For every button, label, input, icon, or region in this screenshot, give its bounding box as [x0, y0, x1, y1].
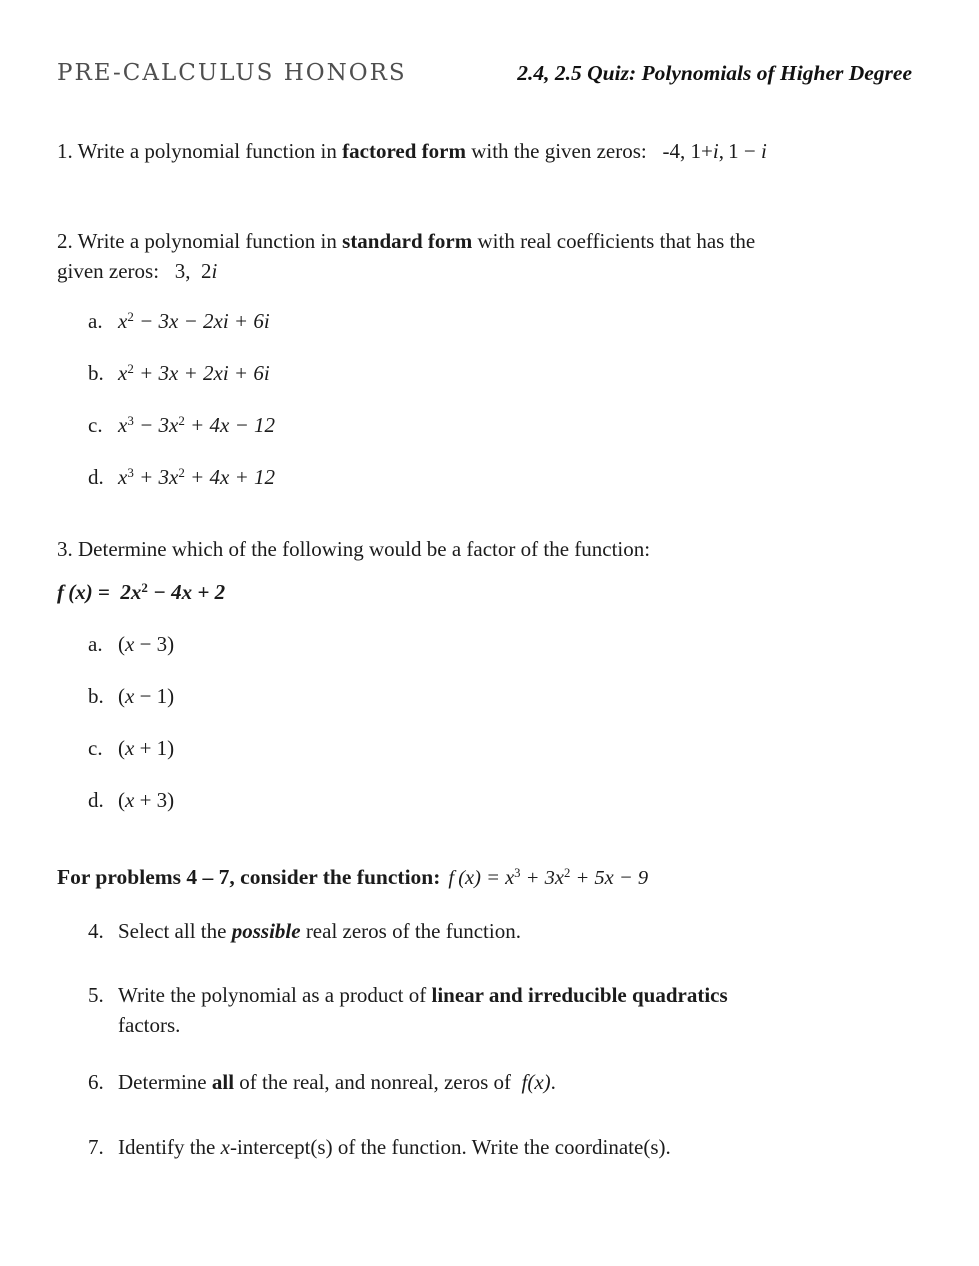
option-label: d.	[88, 465, 104, 489]
question-6-bold: all	[211, 1070, 235, 1094]
question-5-number: 5.	[88, 983, 104, 1007]
option-expression: (x + 1)	[118, 736, 175, 760]
question-2-text: Write a polynomial function in	[72, 229, 343, 253]
question-1-zeros: -4, 1+i, 1 − i	[662, 139, 767, 163]
question-5-bold: linear and irreducible quadratics	[431, 983, 728, 1007]
question-6-fx: f(x)	[521, 1070, 551, 1094]
question-3-number: 3.	[57, 537, 73, 561]
question-2-bold: standard form	[342, 229, 473, 253]
course-name: PRE-CALCULUS HONORS	[57, 60, 407, 86]
question-2-line2	[57, 256, 912, 286]
question-7	[57, 1132, 912, 1162]
question-2-option-d	[57, 461, 912, 494]
question-3-option-c	[57, 732, 912, 765]
option-expression: $x^2 + 3x + 2xi + 6i$	[118, 360, 270, 385]
question-6-number: 6.	[88, 1070, 104, 1094]
option-label: d.	[88, 788, 104, 812]
option-label: b.	[88, 684, 104, 708]
question-5	[57, 980, 912, 1040]
option-expression: (x − 3)	[118, 632, 175, 656]
question-2-options	[57, 305, 912, 494]
question-7-x: x	[220, 1135, 230, 1159]
option-expression: (x − 1)	[118, 684, 175, 708]
option-label: a.	[88, 632, 103, 656]
question-1-number: 1.	[57, 139, 73, 163]
question-4	[57, 916, 912, 946]
question-2-option-b	[57, 357, 912, 390]
question-2-line1	[57, 226, 912, 256]
option-label: c.	[88, 413, 103, 437]
header	[57, 58, 912, 88]
question-6	[57, 1067, 912, 1097]
question-3-options	[57, 628, 912, 817]
option-label: a.	[88, 309, 103, 333]
section-4-7	[57, 859, 912, 896]
section-4-7-intro: For problems 4 – 7, consider the function:	[57, 865, 441, 889]
option-expression: $x^3 + 3x^2 + 4x + 12$	[118, 464, 276, 489]
question-4-emphasis: possible	[231, 919, 301, 943]
quiz-title: 2.4, 2.5 Quiz: Polynomials of Higher Degree	[517, 61, 912, 85]
question-1	[57, 136, 912, 166]
option-label: c.	[88, 736, 103, 760]
question-1-text-cont: with the given zeros:	[465, 139, 663, 163]
question-3-option-a	[57, 628, 912, 661]
question-2-option-c	[57, 409, 912, 442]
question-2	[57, 226, 912, 494]
option-label: b.	[88, 361, 104, 385]
question-1-bold: factored form	[342, 139, 466, 163]
question-2-given-zeros-label: given zeros:	[57, 259, 175, 283]
question-2-option-a	[57, 305, 912, 338]
question-6-text: Determine all of the real, and nonreal, zeros of f(x).	[118, 1070, 556, 1094]
question-5-text: Write the polynomial as a product of linear and irreducible quadratics factors.	[118, 983, 728, 1037]
question-1-text: Write a polynomial function in	[72, 139, 343, 163]
option-expression: $x^3 - 3x^2 + 4x - 12$	[118, 412, 276, 437]
question-2-number: 2.	[57, 229, 73, 253]
section-4-7-function: f $(x) = x^3 + 3x^2 + 5x - 9$	[448, 866, 649, 889]
option-expression: (x + 3)	[118, 788, 175, 812]
question-7-number: 7.	[88, 1135, 104, 1159]
question-3	[57, 534, 912, 564]
question-4-text: Select all the possible real zeros of the function.	[118, 919, 521, 943]
question-2-text-cont: with real coefficients that has the	[472, 229, 756, 253]
question-3-function: f (x) = $2x^2 - 4x + 2$	[57, 579, 226, 604]
question-3-option-d	[57, 784, 912, 817]
question-2-zeros: 3, 2i	[174, 259, 218, 283]
option-expression: $x^2 - 3x - 2xi + 6i$	[118, 308, 270, 333]
question-3-text: Determine which of the following would be a factor of the function:	[72, 537, 651, 561]
question-3-option-b	[57, 680, 912, 713]
question-7-text: Identify the x-intercept(s) of the function. Write the coordinate(s).	[118, 1135, 671, 1159]
question-4-number: 4.	[88, 919, 104, 943]
